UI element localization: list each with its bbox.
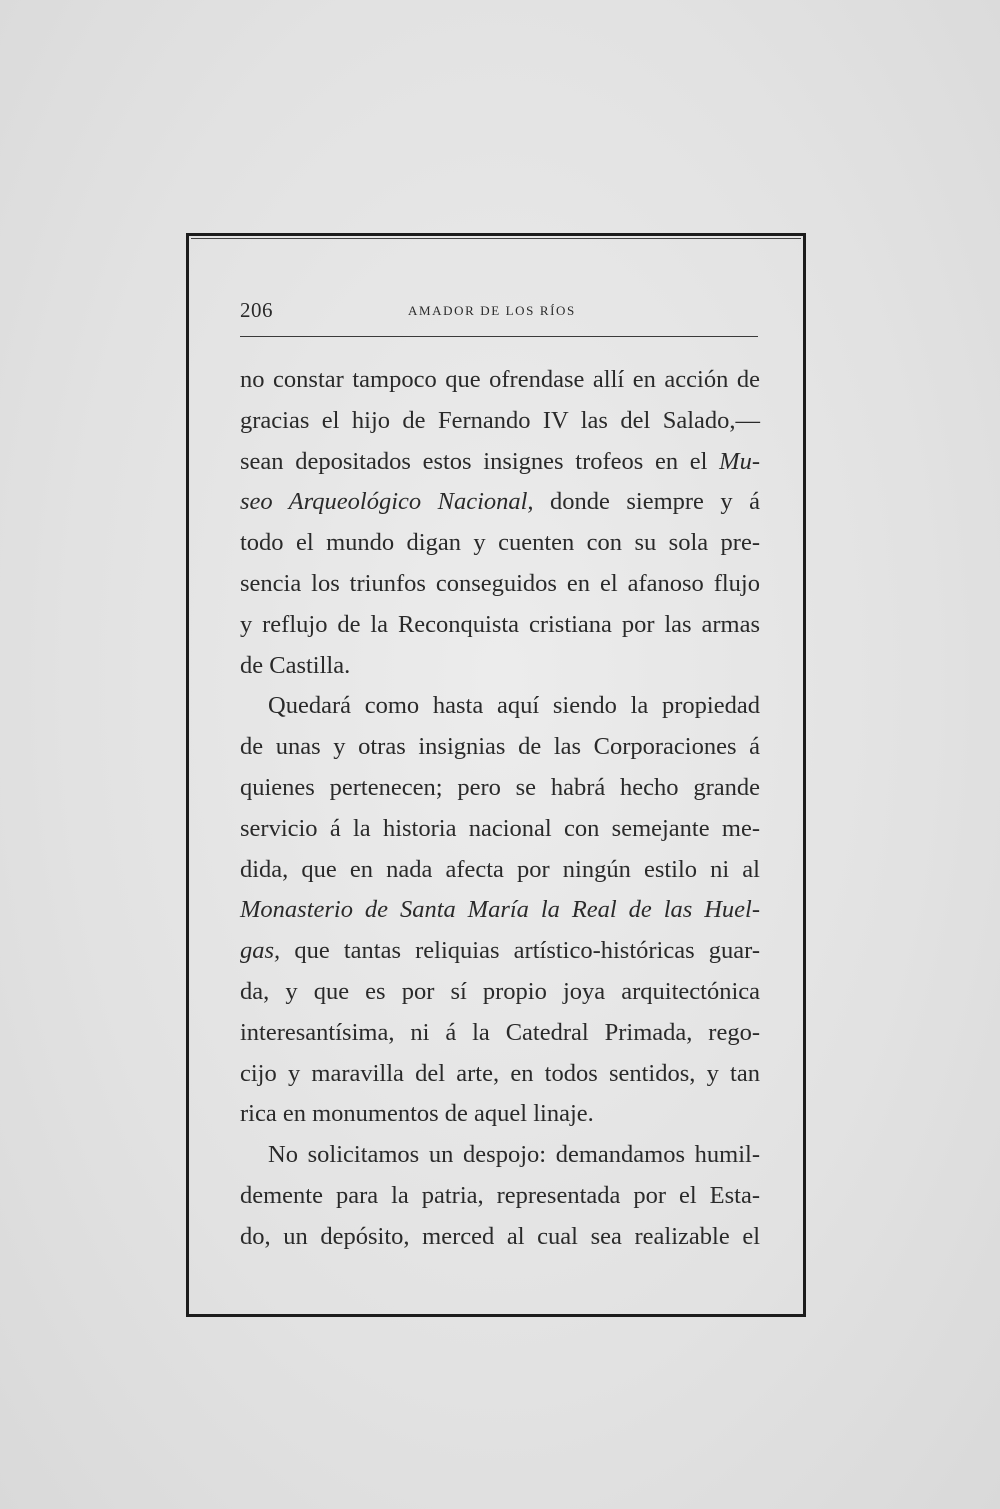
text-line: y reflujo de la Reconquista cristiana por las armas: [240, 610, 760, 638]
text-span: que tantas reliquias artístico-históricas guar-: [280, 937, 760, 965]
italic-text: seo Arqueológico Nacional,: [240, 488, 534, 516]
text-line: todo el mundo digan y cuenten con su sola pre-: [240, 529, 760, 557]
text-line: [240, 442, 760, 483]
text-span: donde siempre y á: [533, 488, 760, 516]
text-line: no constar tampoco que ofrendase allí en acción de: [240, 366, 760, 393]
text-line: [240, 890, 760, 931]
text-line: cijo y maravilla del arte, en todos sentidos, y tan: [240, 1059, 760, 1087]
body-text: [240, 360, 760, 1258]
header-rule: [240, 336, 758, 337]
text-line: da, y que es por sí propio joya arquitectónica: [240, 977, 760, 1005]
text-line: de Castilla.: [240, 651, 351, 679]
text-line: [240, 931, 760, 972]
text-line: No solicitamos un despojo: demandamos humil-: [268, 1141, 760, 1169]
italic-text: gas,: [240, 937, 281, 965]
page-header: [240, 298, 760, 328]
text-line: dida, que en nada afecta por ningún estilo ni al: [240, 855, 760, 883]
text-line: demente para la patria, representada por el Esta-: [240, 1181, 760, 1209]
page-number: 206: [240, 298, 273, 322]
text-line: do, un depósito, merced al cual sea realizable el: [240, 1222, 760, 1250]
text-line: quienes pertenecen; pero se habrá hecho grande: [240, 773, 760, 801]
text-line: interesantísima, ni á la Catedral Primada, rego-: [240, 1018, 760, 1046]
running-head: AMADOR DE LOS RÍOS: [408, 303, 576, 318]
text-line: Quedará como hasta aquí siendo la propiedad: [268, 692, 760, 720]
text-line: gracias el hijo de Fernando IV las del Salado,—: [240, 406, 760, 434]
text-line: sencia los triunfos conseguidos en el afanoso flujo: [240, 569, 760, 597]
italic-text: Monasterio de Santa María la Real de las Huel-: [240, 896, 760, 924]
text-line: servicio á la historia nacional con semejante me-: [240, 814, 760, 842]
text-line: [240, 482, 760, 523]
text-span: sean depositados estos insignes trofeos en el: [240, 447, 720, 475]
italic-text: Mu-: [719, 447, 760, 475]
text-line: rica en monumentos de aquel linaje.: [240, 1100, 594, 1128]
text-line: de unas y otras insignias de las Corporaciones á: [240, 733, 760, 761]
